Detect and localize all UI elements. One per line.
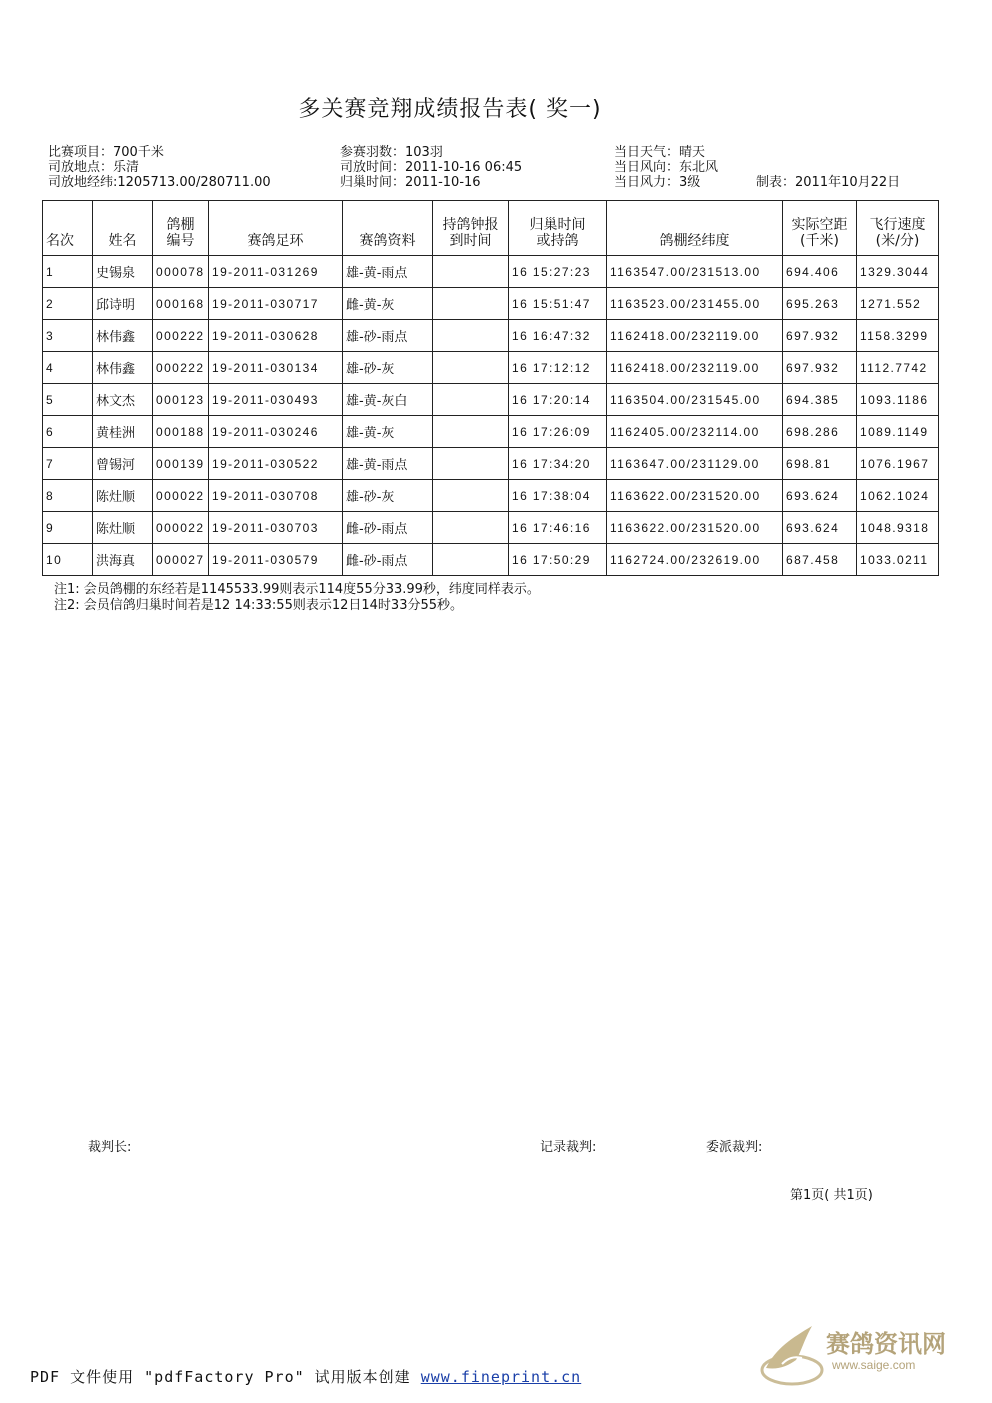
cell-return-time: 16 17:46:16 [509,512,607,544]
release-time: 司放时间：2011-10-16 06:45 [340,160,523,175]
cell-return-time: 16 15:51:47 [509,288,607,320]
cell-clock-time [433,352,509,384]
results-table [42,200,939,576]
cell-speed: 1076.1967 [857,448,939,480]
cell-ring: 19-2011-030134 [209,352,343,384]
cell-clock-time [433,448,509,480]
cell-return-time: 16 17:26:09 [509,416,607,448]
cell-rank: 8 [43,480,93,512]
table-row [43,320,939,352]
info-col-2 [340,145,522,190]
cell-name: 林文杰 [93,384,153,416]
cell-return-time: 16 17:34:20 [509,448,607,480]
cell-ring: 19-2011-030579 [209,544,343,576]
cell-ring: 19-2011-030246 [209,416,343,448]
delegated-referee-label: 委派裁判: [706,1140,763,1155]
cell-coords: 1163523.00/231455.00 [607,288,783,320]
weather: 当日天气：晴天 [614,145,706,160]
table-row [43,544,939,576]
cell-pigeon-info: 雄-砂-灰 [343,352,433,384]
cell-ring: 19-2011-030628 [209,320,343,352]
header-distance [783,201,857,256]
cell-loft-no: 000139 [153,448,209,480]
cell-coords: 1163622.00/231520.00 [607,512,783,544]
cell-loft-no: 000123 [153,384,209,416]
cell-ring: 19-2011-030493 [209,384,343,416]
notes [54,582,540,614]
header-loft-no-text: 鸽棚编号 [166,217,195,249]
cell-distance: 695.263 [783,288,857,320]
report-title: 多关赛竞翔成绩报告表( 奖一) [298,97,602,122]
cell-clock-time [433,480,509,512]
cell-clock-time [433,320,509,352]
cell-speed: 1329.3044 [857,256,939,288]
logo-name: 赛鸽资讯网 [826,1330,946,1358]
made-date: 制表：2011年10月22日 [756,175,901,190]
cell-name: 林伟鑫 [93,320,153,352]
header-speed [857,201,939,256]
cell-ring: 19-2011-030717 [209,288,343,320]
cell-return-time: 16 15:27:23 [509,256,607,288]
cell-coords: 1163547.00/231513.00 [607,256,783,288]
wind-direction: 当日风向：东北风 [614,160,719,175]
header-speed-text: 飞行速度(米/分) [869,217,926,249]
note-1: 注1: 会员鸽棚的东经若是1145533.99则表示114度55分33.99秒，纬度同样表示。 [54,582,540,597]
header-coords: 鸽棚经纬度 [607,201,783,256]
cell-distance: 698.81 [783,448,857,480]
cell-speed: 1158.3299 [857,320,939,352]
table-row [43,512,939,544]
cell-pigeon-info: 雌-黄-灰 [343,288,433,320]
table-row [43,416,939,448]
release-coords: 司放地经纬:1205713.00/280711.00 [48,175,271,190]
release-place: 司放地点：乐清 [48,160,140,175]
cell-clock-time [433,544,509,576]
entry-count: 参赛羽数：103羽 [340,145,443,160]
cell-loft-no: 000222 [153,320,209,352]
cell-pigeon-info: 雄-黄-灰 [343,416,433,448]
table-header-row [43,201,939,256]
header-return-time [509,201,607,256]
cell-return-time: 16 17:50:29 [509,544,607,576]
cell-pigeon-info: 雌-砂-雨点 [343,512,433,544]
cell-speed: 1062.1024 [857,480,939,512]
race-item: 比赛项目：700千米 [48,145,164,160]
cell-ring: 19-2011-031269 [209,256,343,288]
cell-loft-no: 000022 [153,512,209,544]
cell-name: 邱诗明 [93,288,153,320]
wind-force: 当日风力：3级 [614,175,701,190]
cell-rank: 4 [43,352,93,384]
cell-coords: 1163622.00/231520.00 [607,480,783,512]
info-col-1 [48,145,271,190]
cell-return-time: 16 16:47:32 [509,320,607,352]
cell-pigeon-info: 雄-黄-雨点 [343,448,433,480]
cell-name: 曾锡河 [93,448,153,480]
cell-pigeon-info: 雄-砂-雨点 [343,320,433,352]
cell-loft-no: 000188 [153,416,209,448]
cell-coords: 1163504.00/231545.00 [607,384,783,416]
cell-name: 陈灶顺 [93,480,153,512]
cell-coords: 1162405.00/232114.00 [607,416,783,448]
cell-pigeon-info: 雄-砂-灰 [343,480,433,512]
table-row [43,448,939,480]
cell-distance: 694.385 [783,384,857,416]
table-row [43,288,939,320]
cell-speed: 1089.1149 [857,416,939,448]
logo-url: www.saige.com [832,1358,916,1372]
header-name: 姓名 [93,201,153,256]
cell-rank: 10 [43,544,93,576]
note-2: 注2: 会员信鸽归巢时间若是12 14:33:55则表示12日14时33分55秒。 [54,598,464,613]
header-distance-text: 实际空距(千米) [791,217,848,249]
header-clock-time-text: 持鸽钟报到时间 [442,217,499,249]
cell-loft-no: 000078 [153,256,209,288]
cell-rank: 5 [43,384,93,416]
pigeon-logo-icon [752,1318,832,1390]
footer-link[interactable]: www.fineprint.cn [420,1368,582,1386]
header-clock-time [433,201,509,256]
info-col-3 [614,145,718,190]
header-ring: 赛鸽足环 [209,201,343,256]
cell-loft-no: 000168 [153,288,209,320]
cell-name: 洪海真 [93,544,153,576]
table-row [43,256,939,288]
return-time: 归巢时间：2011-10-16 [340,175,481,190]
cell-name: 黄桂洲 [93,416,153,448]
cell-clock-time [433,384,509,416]
footer-text: PDF 文件使用 "pdfFactory Pro" 试用版本创建 [30,1368,421,1386]
cell-name: 史锡泉 [93,256,153,288]
cell-rank: 6 [43,416,93,448]
cell-speed: 1271.552 [857,288,939,320]
cell-pigeon-info: 雄-黄-雨点 [343,256,433,288]
cell-loft-no: 000027 [153,544,209,576]
cell-speed: 1033.0211 [857,544,939,576]
cell-distance: 693.624 [783,480,857,512]
table-row [43,352,939,384]
cell-return-time: 16 17:20:14 [509,384,607,416]
cell-coords: 1162418.00/232119.00 [607,352,783,384]
cell-distance: 694.406 [783,256,857,288]
cell-speed: 1112.7742 [857,352,939,384]
cell-loft-no: 000022 [153,480,209,512]
recording-referee-label: 记录裁判: [540,1140,597,1155]
header-return-time-text: 归巢时间或持鸽 [529,217,586,249]
cell-distance: 697.932 [783,352,857,384]
pdf-footer [30,1366,581,1387]
cell-rank: 2 [43,288,93,320]
cell-coords: 1163647.00/231129.00 [607,448,783,480]
site-logo [752,1318,962,1390]
cell-clock-time [433,512,509,544]
cell-speed: 1048.9318 [857,512,939,544]
cell-speed: 1093.1186 [857,384,939,416]
cell-coords: 1162724.00/232619.00 [607,544,783,576]
cell-rank: 1 [43,256,93,288]
page-number: 第1页( 共1页) [790,1188,873,1203]
cell-clock-time [433,288,509,320]
cell-loft-no: 000222 [153,352,209,384]
cell-pigeon-info: 雌-砂-雨点 [343,544,433,576]
results-body [43,256,939,576]
cell-rank: 9 [43,512,93,544]
cell-rank: 7 [43,448,93,480]
table-row [43,480,939,512]
header-rank: 名次 [43,201,93,256]
cell-return-time: 16 17:38:04 [509,480,607,512]
cell-clock-time [433,256,509,288]
table-row [43,384,939,416]
cell-distance: 697.932 [783,320,857,352]
header-pigeon-info: 赛鸽资料 [343,201,433,256]
cell-name: 陈灶顺 [93,512,153,544]
cell-distance: 687.458 [783,544,857,576]
cell-distance: 698.286 [783,416,857,448]
cell-return-time: 16 17:12:12 [509,352,607,384]
header-loft-no [153,201,209,256]
cell-name: 林伟鑫 [93,352,153,384]
cell-ring: 19-2011-030708 [209,480,343,512]
cell-rank: 3 [43,320,93,352]
cell-distance: 693.624 [783,512,857,544]
cell-clock-time [433,416,509,448]
cell-pigeon-info: 雄-黄-灰白 [343,384,433,416]
cell-ring: 19-2011-030703 [209,512,343,544]
cell-coords: 1162418.00/232119.00 [607,320,783,352]
cell-ring: 19-2011-030522 [209,448,343,480]
chief-referee-label: 裁判长: [88,1140,132,1155]
